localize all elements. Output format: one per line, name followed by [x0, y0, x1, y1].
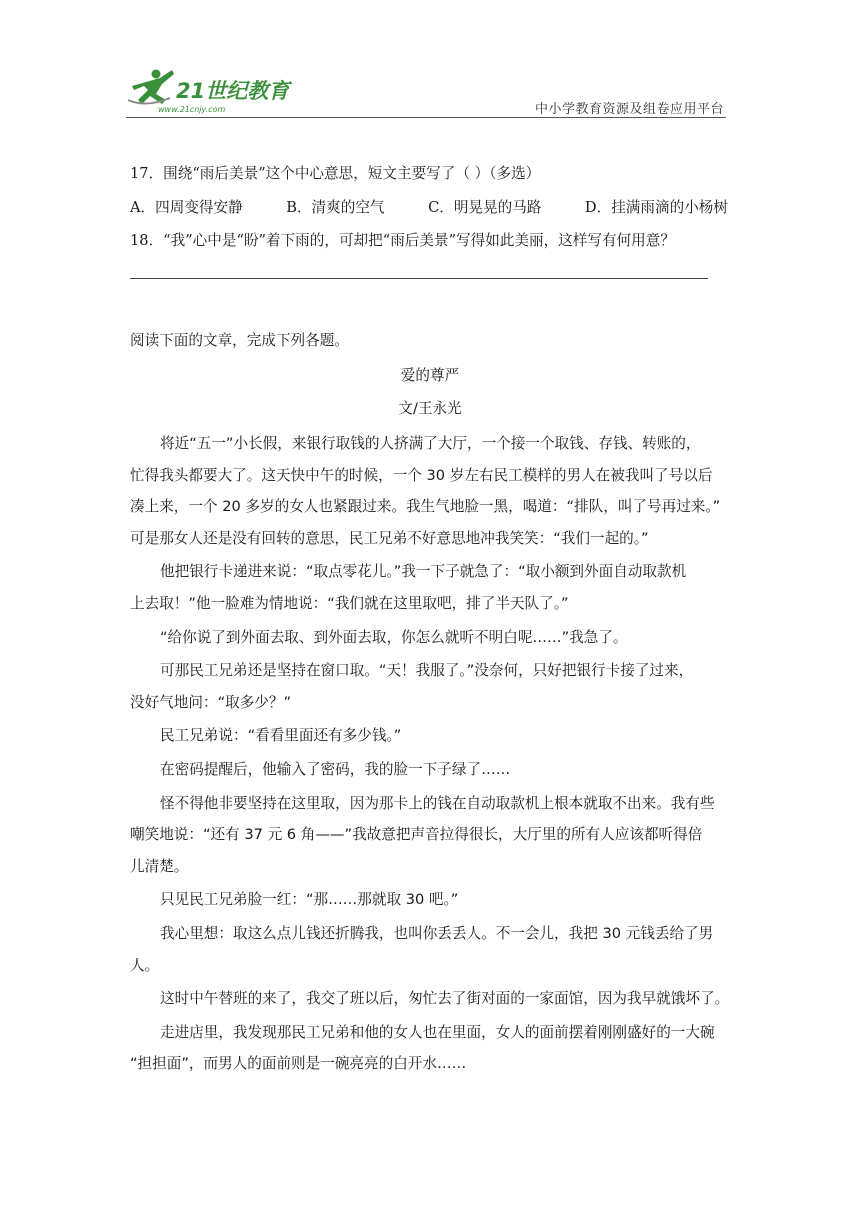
paragraph-line: “担担面”，而男人的面前则是一碗亮亮的白开水……: [130, 1055, 467, 1073]
paragraph-line: 他把银行卡递进来说：“取点零花儿。”我一下子就急了：“取小额到外面自动取款机: [160, 563, 687, 581]
paragraph-line: 没好气地问：“取多少？”: [130, 693, 292, 711]
article-paragraph: [130, 754, 730, 786]
paragraph-line: 只见民工兄弟脸一红：“那……那就取 30 吧。”: [160, 891, 459, 909]
paragraph-line: 怪不得他非要坚持在这里取，因为那卡上的钱在自动取款机上根本就取不出来。我有些: [160, 794, 715, 812]
article-paragraph: [130, 622, 730, 654]
paragraph-line: “给你说了到外面去取、到外面去取，你怎么就听不明白呢……”我急了。: [160, 628, 628, 646]
article-paragraph: [130, 1017, 730, 1080]
answer-line: [130, 278, 708, 279]
paragraph-line: 上去取！”他一脸难为情地说：“我们就在这里取吧，排了半天队了。”: [130, 594, 569, 612]
paragraph-line: 走进店里，我发现那民工兄弟和他的女人也在里面，女人的面前摆着刚刚盛好的一大碗: [160, 1023, 715, 1041]
question-18-stem: 18．“我”心中是“盼”着下雨的，可却把“雨后美景”写得如此美丽，这样写有何用意？: [130, 232, 675, 249]
article-paragraph: [130, 720, 730, 752]
paragraph-line: 可是那女人还是没有回转的意思，民工兄弟不好意思地冲我笑笑：“我们一起的。”: [130, 529, 649, 547]
paragraph-line: 可那民工兄弟还是坚持在窗口取。“天！我服了。”没奈何，只好把银行卡接了过来，: [160, 662, 694, 680]
article-paragraph: [130, 884, 730, 916]
article-paragraph: [130, 655, 730, 718]
option-a: A．四周变得安静: [130, 199, 243, 216]
option-c: C．明晃晃的马路: [428, 199, 542, 216]
paragraph-line: 人。: [130, 956, 160, 974]
article-paragraph: [130, 983, 730, 1015]
platform-name: 中小学教育资源及组卷应用平台: [534, 102, 724, 117]
paragraph-line: 这时中午替班的来了，我交了班以后，匆忙去了街对面的一家面馆，因为我早就饿坏了。: [160, 990, 730, 1008]
page-header: [126, 64, 726, 120]
paragraph-line: 嘲笑地说：“还有 37 元 6 角——”我故意把声音拉得很长，大厅里的所有人应该都听得倍: [130, 826, 703, 844]
paragraph-line: 儿清楚。: [130, 857, 189, 875]
question-17-options: [130, 196, 728, 217]
header-divider: [126, 117, 726, 118]
article-paragraph: [130, 918, 730, 981]
paragraph-line: 民工兄弟说：“看看里面还有多少钱。”: [160, 727, 402, 745]
reading-instruction: 阅读下面的文章，完成下列各题。: [130, 332, 349, 349]
option-b: B．清爽的空气: [286, 199, 385, 216]
article-paragraph: [130, 788, 730, 883]
logo-url: www.21cnjy.com: [158, 105, 226, 114]
article-author: 文/王永光: [398, 400, 462, 417]
runner-icon: [128, 70, 174, 105]
paragraph-line: 在密码提醒后，他输入了密码，我的脸一下子绿了……: [160, 761, 511, 778]
logo-text: 21世纪教育: [176, 79, 290, 103]
paragraph-line: 将近“五一”小长假，来银行取钱的人挤满了大厅，一个接一个取钱、存钱、转账的，: [160, 435, 701, 452]
article-paragraph: [130, 428, 730, 554]
site-logo: [126, 64, 296, 116]
paragraph-line: 忙得我头都要大了。这天快中午的时候，一个 30 岁左右民工模样的男人在被我叫了号以后: [130, 466, 713, 484]
paragraph-line: 凑上来，一个 20 多岁的女人也紧跟过来。我生气地脸一黑，喝道：“排队，叫了号再过来。”: [130, 498, 721, 516]
article-title: 爱的尊严: [400, 367, 460, 384]
question-17-stem: 17．围绕“雨后美景”这个中心意思，短文主要写了（ ）（多选）: [130, 165, 541, 182]
article-paragraph: [130, 556, 730, 619]
paragraph-line: 我心里想：取这么点儿钱还折腾我，也叫你丢丢人。不一会儿，我把 30 元钱丢给了男: [160, 925, 714, 942]
option-d: D．挂满雨滴的小杨树: [584, 199, 728, 216]
